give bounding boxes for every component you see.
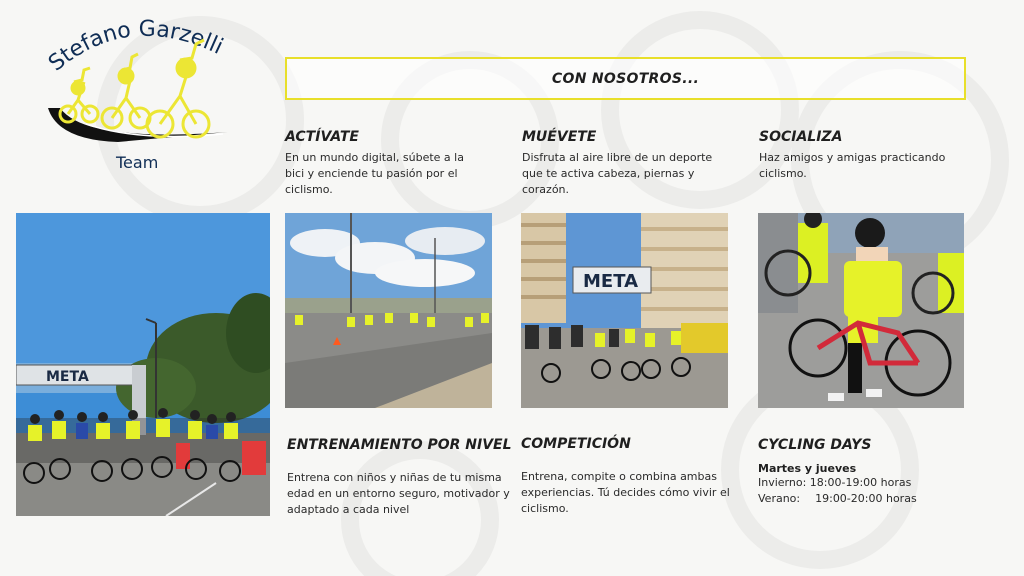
feature-muevete <box>522 129 727 198</box>
feature-text: Haz amigos y amigas practicando ciclismo. <box>759 151 946 180</box>
feature-title: MUÉVETE <box>522 129 597 145</box>
feature-title: SOCIALIZA <box>759 129 843 145</box>
cycling-days-title: CYCLING DAYS <box>758 437 872 453</box>
photo-young-rider <box>758 213 964 408</box>
summer-label: Verano: <box>758 492 801 505</box>
logo-team-label: Team <box>116 153 159 172</box>
feature-text: En un mundo digital, súbete a la bici y enciende tu pasión por el ciclismo. <box>285 151 464 196</box>
summer-schedule <box>758 491 968 507</box>
photo-finish-line <box>521 213 728 408</box>
photo-group-training <box>285 213 492 408</box>
feature-socializa <box>759 129 964 182</box>
cycling-days-section <box>758 437 968 507</box>
competition-section <box>521 436 731 517</box>
banner <box>285 57 966 100</box>
training-title: ENTRENAMIENTO POR NIVEL <box>287 437 512 453</box>
winter-label: Invierno: <box>758 476 807 489</box>
banner-title: CON NOSOTROS... <box>551 70 700 87</box>
winter-hours: 18:00-19:00 horas <box>809 476 912 489</box>
meta-sign: META <box>46 369 89 385</box>
winter-schedule <box>758 475 968 491</box>
logo-title: Stefano Garzelli <box>44 16 227 77</box>
feature-text: Disfruta al aire libre de un deporte que te activa cabeza, piernas y corazón. <box>522 151 713 196</box>
meta-sign: META <box>583 271 639 292</box>
training-text: Entrena con niños y niñas de tu misma edad en un entorno seguro, motivador y adaptado a cada nivel <box>287 471 510 516</box>
photo-race-start <box>16 213 270 516</box>
summer-hours: 19:00-20:00 horas <box>815 492 917 505</box>
competition-text: Entrena, compite o combina ambas experiencias. Tú decides cómo vivir el ciclismo. <box>521 470 730 515</box>
team-logo <box>38 10 248 180</box>
feature-title: ACTÍVATE <box>285 129 359 145</box>
cycling-days-days: Martes y jueves <box>758 462 857 475</box>
feature-activate <box>285 129 485 198</box>
competition-title: COMPETICIÓN <box>521 436 631 452</box>
training-section <box>287 437 512 518</box>
